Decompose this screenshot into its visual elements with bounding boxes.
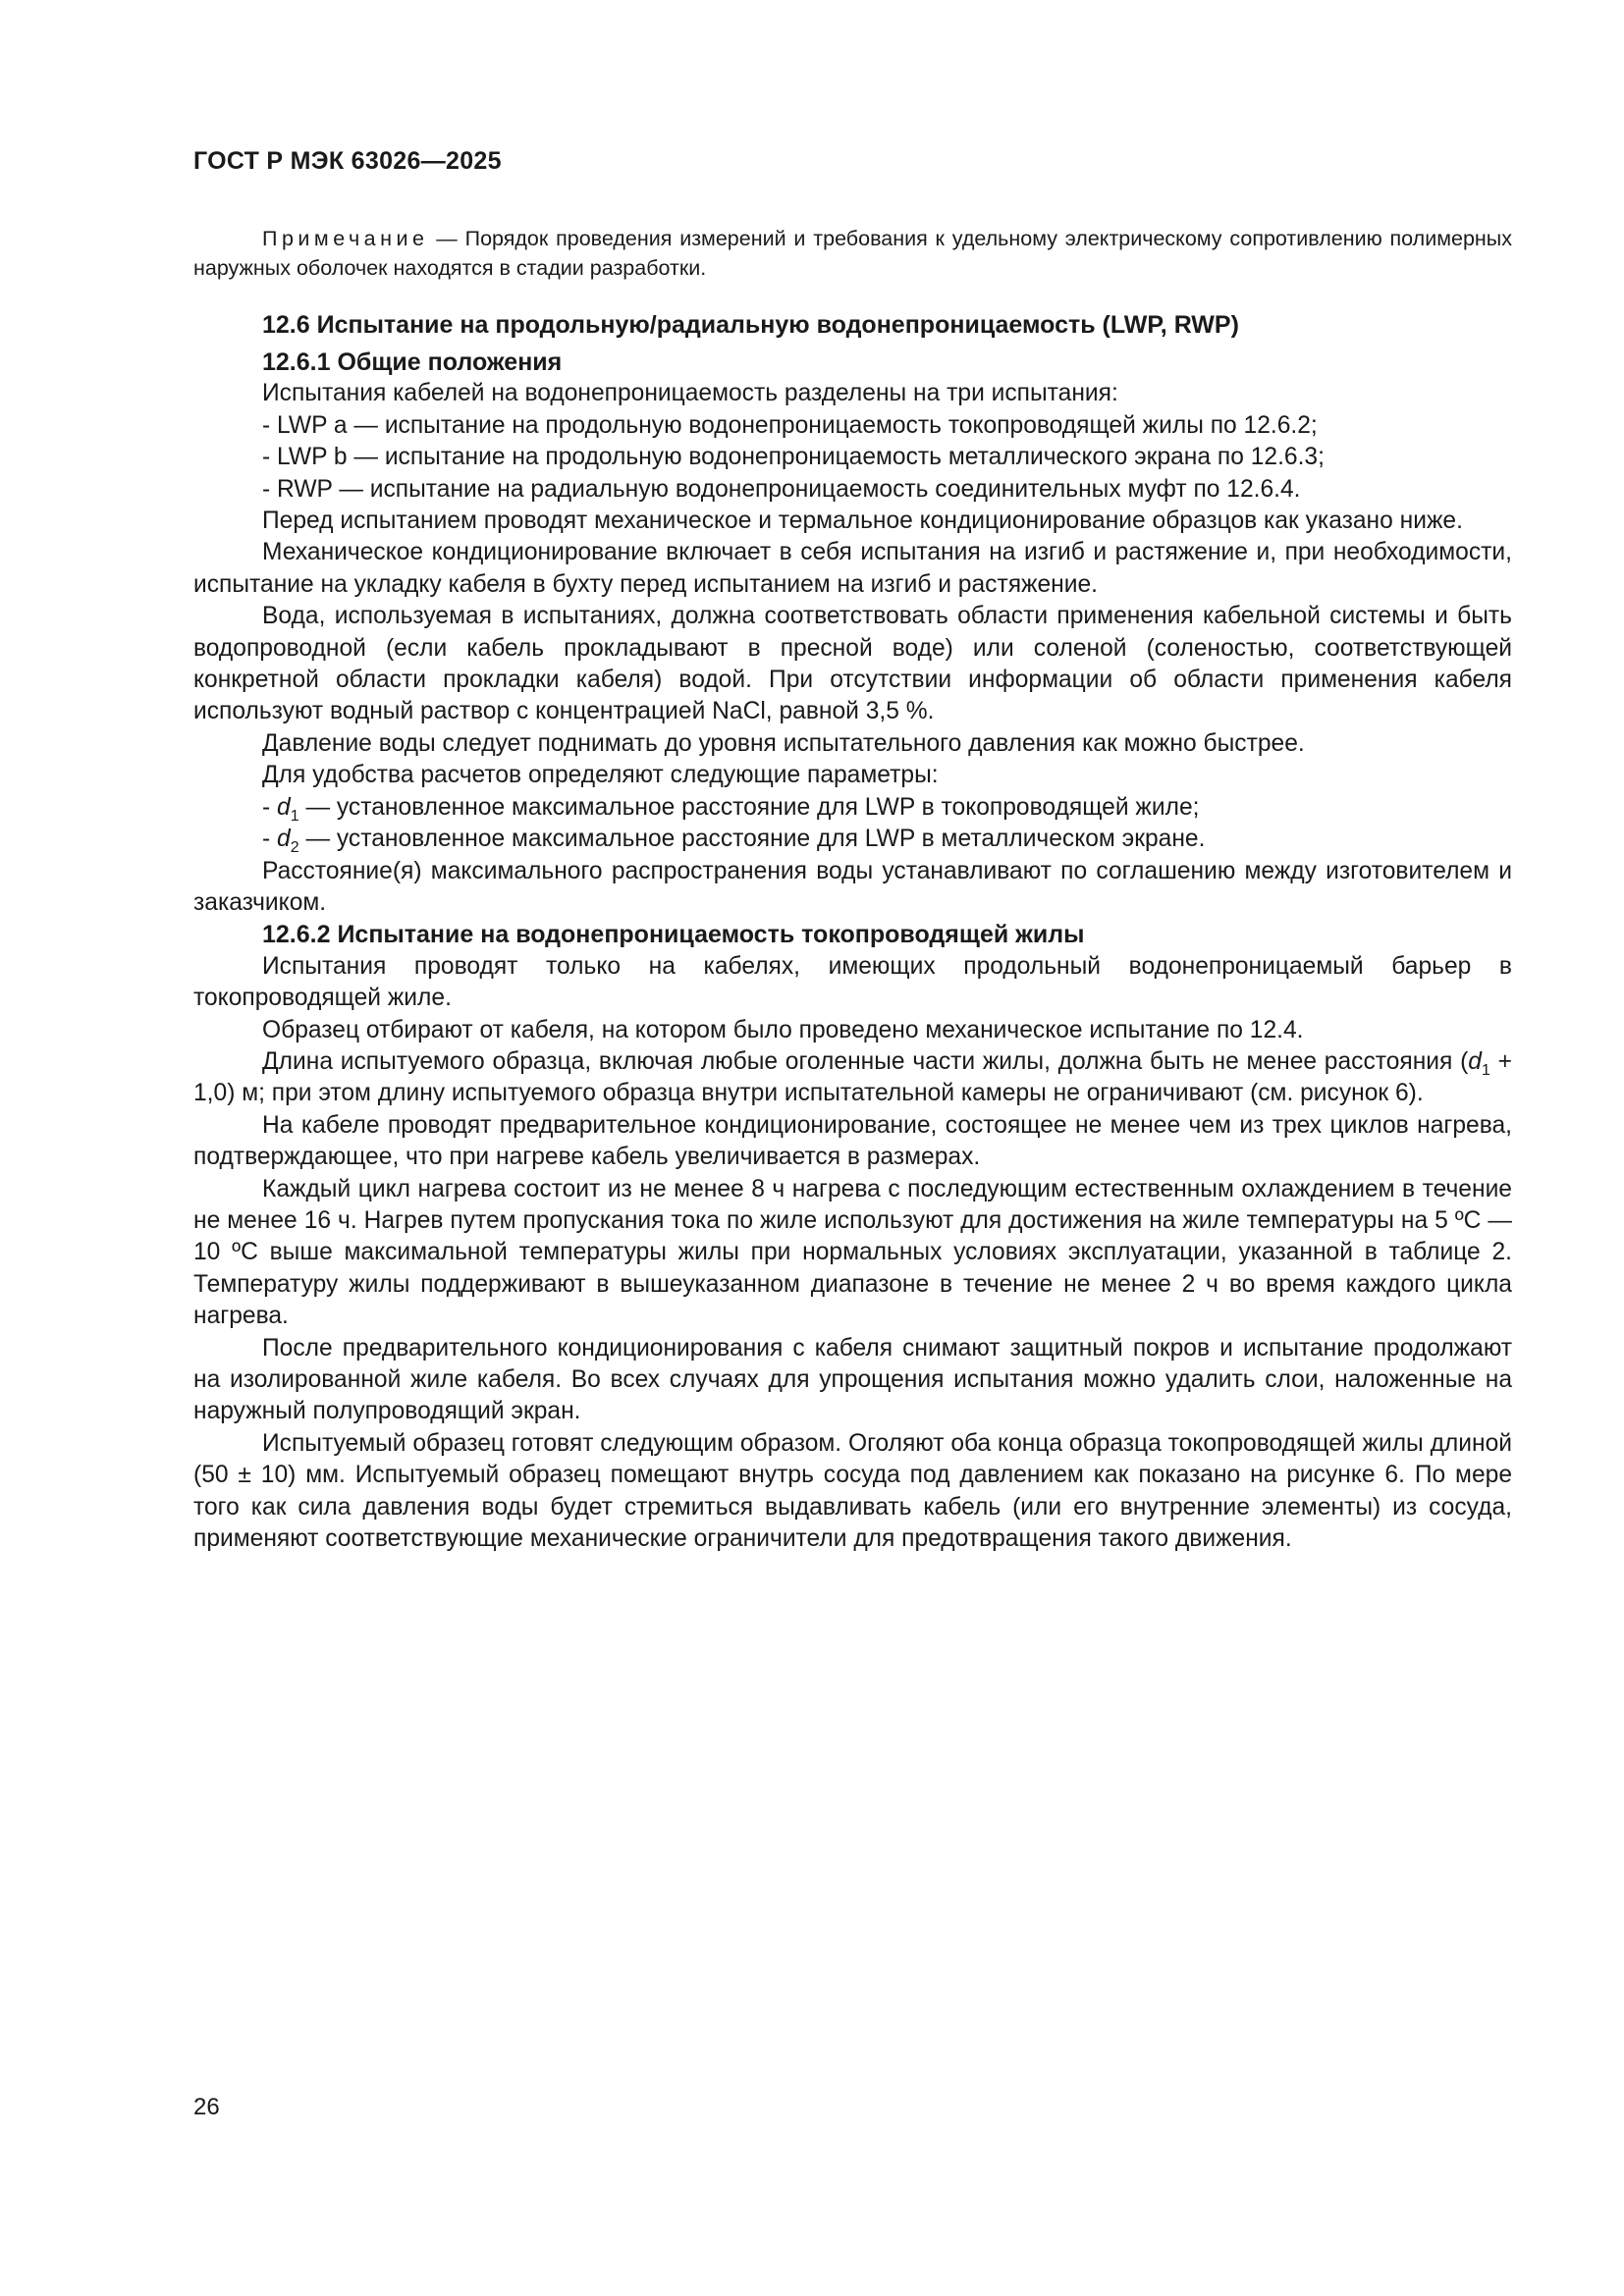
text-run: Длина испытуемого образца, включая любые оголенные части жилы, должна быть не менее расстояния ( bbox=[262, 1047, 1469, 1075]
paragraph: После предварительного кондиционирования с кабеля снимают защитный покров и испытание продолжают на изолированной жиле кабеля. Во всех случаях для упрощения испытания можно удалить слои, наложенные на наружный полупроводящий экран. bbox=[193, 1334, 1512, 1425]
symbol-d: d bbox=[1468, 1047, 1482, 1075]
paragraph: Испытания кабелей на водонепроницаемость разделены на три испытания: bbox=[262, 380, 1118, 407]
paragraph: Для удобства расчетов определяют следующие параметры: bbox=[262, 762, 939, 789]
subsection-title-12-6-2: 12.6.2 Испытание на водонепроницаемость токопроводящей жилы bbox=[262, 921, 1085, 949]
list-item-d2 bbox=[262, 824, 1512, 855]
document-header: ГОСТ Р МЭК 63026—2025 bbox=[193, 147, 502, 175]
section-title: 12.6 Испытание на продольную/радиальную водонепроницаемость (LWP, RWP) bbox=[262, 311, 1239, 339]
paragraph: Вода, используемая в испытаниях, должна соответствовать области применения кабельной системы и быть водопроводной (если кабель прокладывают в пресной воде) или соленой (соленостью, соответствующей конкретной области прокладки кабеля) водой. При отсутствии информации об области применения кабеля используют водный раствор с концентрацией NaCl, равной 3,5 %. bbox=[193, 603, 1512, 725]
text-run: + 1,0) м; при этом длину испытуемого образца внутри испытательной камеры не ограничивают (см. рисунок 6). bbox=[193, 1047, 1512, 1107]
list-text: — установленное максимальное расстояние для LWP в токопроводящей жиле; bbox=[298, 793, 1200, 821]
symbol-d: d bbox=[277, 793, 291, 821]
paragraph: Расстояние(я) максимального распространения воды устанавливают по соглашению между изготовителем и заказчиком. bbox=[193, 857, 1512, 916]
list-item: - RWP — испытание на радиальную водонепроницаемость соединительных муфт по 12.6.4. bbox=[262, 475, 1301, 503]
note-paragraph bbox=[193, 224, 1512, 283]
list-item: - LWP a — испытание на продольную водонепроницаемость токопроводящей жилы по 12.6.2; bbox=[262, 411, 1318, 439]
paragraph bbox=[193, 1046, 1512, 1110]
list-text: — установленное максимальное расстояние для LWP в металлическом экране. bbox=[298, 826, 1206, 853]
subsection-title-12-6-1: 12.6.1 Общие положения bbox=[262, 348, 563, 376]
list-item: - LWP b — испытание на продольную водонепроницаемость металлического экрана по 12.6.3; bbox=[262, 444, 1325, 471]
page-number: 26 bbox=[193, 2094, 220, 2120]
list-item-d1 bbox=[262, 792, 1512, 824]
paragraph: Образец отбирают от кабеля, на котором было проведено механическое испытание по 12.4. bbox=[262, 1016, 1304, 1043]
paragraph: Давление воды следует поднимать до уровня испытательного давления как можно быстрее. bbox=[262, 729, 1305, 757]
subscript: 2 bbox=[290, 839, 299, 857]
document-body bbox=[193, 224, 1512, 1555]
paragraph: Испытуемый образец готовят следующим образом. Оголяют оба конца образца токопроводящей жилы длиной (50 ± 10) мм. Испытуемый образец помещают внутрь сосуда под давлением как показано на рисунке 6. По мере того как сила давления воды будет стремиться выдавливать кабель (или его внутренние элементы) из сосуда, применяют соответствующие механические ограничители для предотвращения такого движения. bbox=[193, 1429, 1512, 1553]
symbol-d: d bbox=[277, 826, 291, 853]
list-dash: - bbox=[262, 826, 278, 853]
note-label: Примечание bbox=[262, 227, 429, 250]
subscript: 1 bbox=[290, 807, 299, 825]
paragraph: Каждый цикл нагрева состоит из не менее 8 ч нагрева с последующим естественным охлаждением в течение не менее 16 ч. Нагрев путем пропускания тока по жиле используют для достижения на жиле температуры на 5 ºС — 10 ºС выше максимальной температуры жилы при нормальных условиях эксплуатации, указанной в таблице 2. Температуру жилы поддерживают в вышеуказанном диапазоне в течение не менее 2 ч во время каждого цикла нагрева. bbox=[193, 1175, 1512, 1330]
paragraph: Перед испытанием проводят механическое и термальное кондиционирование образцов как указано ниже. bbox=[262, 507, 1463, 535]
subscript: 1 bbox=[1481, 1061, 1490, 1079]
list-dash: - bbox=[262, 793, 278, 821]
paragraph: Механическое кондиционирование включает в себя испытания на изгиб и растяжение и, при необходимости, испытание на укладку кабеля в бухту перед испытанием на изгиб и растяжение. bbox=[193, 539, 1512, 598]
paragraph: На кабеле проводят предварительное кондиционирование, состоящее не менее чем из трех циклов нагрева, подтверждающее, что при нагреве кабель увеличивается в размерах. bbox=[193, 1111, 1512, 1171]
paragraph: Испытания проводят только на кабелях, имеющих продольный водонепроницаемый барьер в токопроводящей жиле. bbox=[193, 952, 1512, 1012]
note-text: — Порядок проведения измерений и требования к удельному электрическому сопротивлению полимерных наружных оболочек находятся в стадии разработки. bbox=[193, 227, 1512, 280]
